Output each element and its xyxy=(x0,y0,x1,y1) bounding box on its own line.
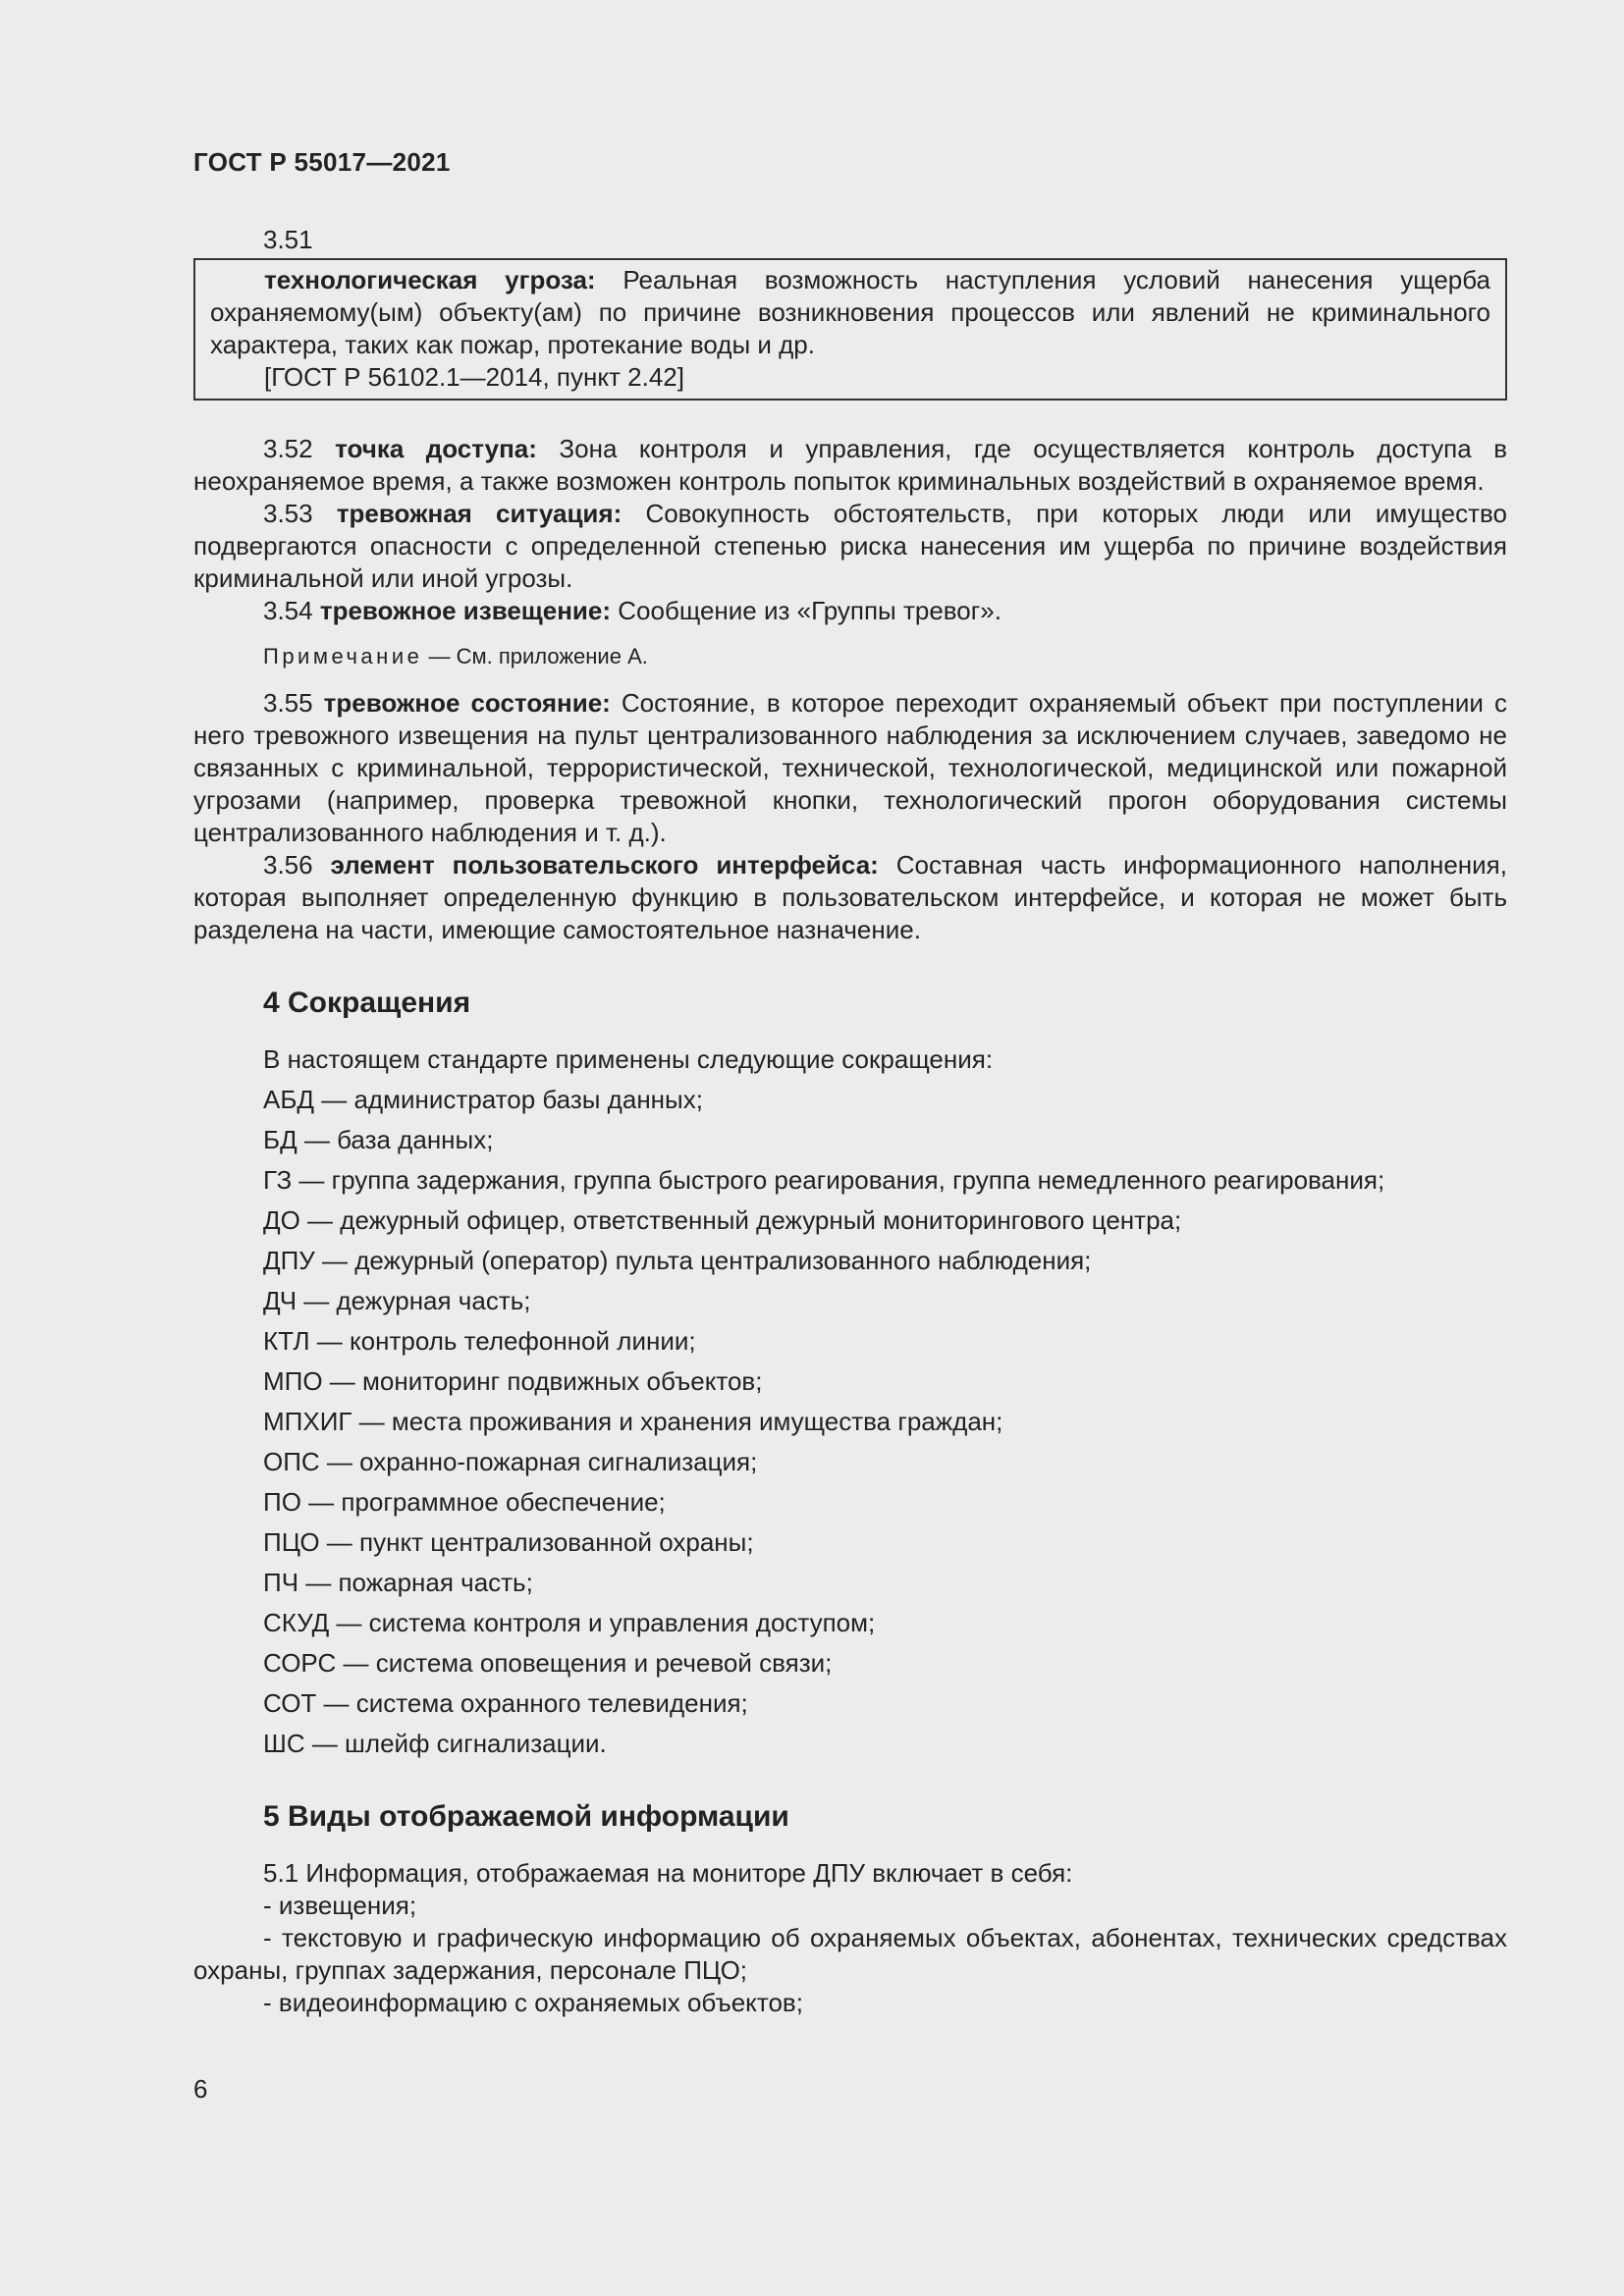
term-definition: Зона контроля и управления, где осуществляется контроль доступа в неохраняемое время, а также возможен контроль попыток криминальных воздействий в охраняемое время. xyxy=(193,434,1508,496)
term-number: 3.52 xyxy=(263,434,313,463)
list-item: АБД — администратор базы данных; xyxy=(263,1085,703,1114)
term-entry xyxy=(193,433,1507,498)
term-number: 3.54 xyxy=(263,596,313,625)
section-4-title: 4 Сокращения xyxy=(263,987,471,1019)
term-title: тревожное состояние: xyxy=(323,688,611,718)
note-label: Примечание xyxy=(263,644,423,668)
term-number: 3.53 xyxy=(263,499,313,528)
list-item: ОПС — охранно-пожарная сигнализация; xyxy=(263,1447,758,1476)
term-number: 3.55 xyxy=(263,688,313,718)
note-text: — См. приложение А. xyxy=(428,644,648,668)
boxed-definition xyxy=(193,258,1507,400)
list-item: КТЛ — контроль телефонной линии; xyxy=(263,1326,696,1356)
list-item: СКУД — система контроля и управления доступом; xyxy=(263,1608,876,1637)
list-item: МПХИГ — места проживания и хранения имущества граждан; xyxy=(263,1407,1003,1436)
list-item: БД — база данных; xyxy=(263,1125,494,1154)
list-item: ДО — дежурный офицер, ответственный дежурный мониторингового центра; xyxy=(263,1205,1182,1235)
list-item: ГЗ — группа задержания, группа быстрого реагирования, группа немедленного реагирования; xyxy=(263,1165,1385,1195)
list-item: МПО — мониторинг подвижных объектов; xyxy=(263,1366,763,1396)
note xyxy=(193,640,1507,672)
list-item: - текстовую и графическую информацию об охраняемых объектах, абонентах, технических средствах охраны, группах задержания, персонале ПЦО; xyxy=(193,1923,1507,1985)
list-item: ПЦО — пункт централизованной охраны; xyxy=(263,1527,754,1557)
term-entry xyxy=(193,595,1507,627)
list-item: ШС — шлейф сигнализации. xyxy=(263,1729,607,1758)
term-entry xyxy=(193,687,1507,849)
term-definition: Сообщение из «Группы тревог». xyxy=(618,596,1001,625)
list-item: СОТ — система охранного телевидения; xyxy=(263,1688,748,1718)
section-5-title: 5 Виды отображаемой информации xyxy=(263,1800,789,1833)
list-item: ДПУ — дежурный (оператор) пульта централизованного наблюдения; xyxy=(263,1246,1092,1275)
document-header: ГОСТ Р 55017—2021 xyxy=(193,147,451,177)
term-definition: Составная часть информационного наполнения, которая выполняет определенную функцию в пользовательском интерфейсе, и которая не может быть разделена на части, имеющие самостоятельное назначение. xyxy=(193,850,1507,944)
terms-list-2 xyxy=(193,687,1507,946)
term-title: технологическая угроза: xyxy=(264,265,596,294)
term-source: [ГОСТ Р 56102.1—2014, пункт 2.42] xyxy=(264,362,684,392)
list-item: ПО — программное обеспечение; xyxy=(263,1487,666,1517)
term-title: тревожное извещение: xyxy=(319,596,612,625)
term-definition: Совокупность обстоятельств, при которых люди или имущество подвергаются опасности с определенной степенью риска нанесения им ущерба по причине воздействия криминальной или иной угрозы. xyxy=(193,499,1507,593)
term-title: тревожная ситуация: xyxy=(336,499,623,528)
list-item: - извещения; xyxy=(263,1891,417,1920)
page-number: 6 xyxy=(193,2074,208,2104)
term-title: элемент пользовательского интерфейса: xyxy=(330,850,879,880)
list-item: - видеоинформацию с охраняемых объектов; xyxy=(263,1988,803,2017)
term-definition: Реальная возможность наступления условий нанесения ущерба охраняемому(ым) объекту(ам) по причине возникновения процессов или явлений не криминального характера, таких как пожар, протекание воды и др. xyxy=(210,265,1490,359)
term-entry xyxy=(193,498,1507,595)
list-item: СОРС — система оповещения и речевой связи; xyxy=(263,1648,833,1678)
abbr-intro: В настоящем стандарте применены следующие сокращения: xyxy=(263,1044,994,1074)
term-definition: Состояние, в которое переходит охраняемый объект при поступлении с него тревожного извещения на пульт централизованного наблюдения за исключением случаев, заведомо не связанных с криминальной, террористической, технической, технологической, медицинской или пожарной угрозами (например, проверка тревожной кнопки, технологический прогон оборудования системы централизованного наблюдения и т. д.). xyxy=(193,688,1507,847)
term-entry xyxy=(193,849,1507,946)
abbreviations-list xyxy=(193,1084,1507,1760)
term-number: 3.51 xyxy=(263,225,313,254)
section-5-paragraph: 5.1 Информация, отображаемая на мониторе ДПУ включает в себя: xyxy=(263,1858,1073,1888)
terms-list xyxy=(193,433,1507,627)
term-number: 3.56 xyxy=(263,850,313,880)
page-content xyxy=(193,224,1507,2019)
list-item: ДЧ — дежурная часть; xyxy=(263,1286,531,1315)
term-title: точка доступа: xyxy=(335,434,537,463)
list-item: ПЧ — пожарная часть; xyxy=(263,1568,533,1597)
